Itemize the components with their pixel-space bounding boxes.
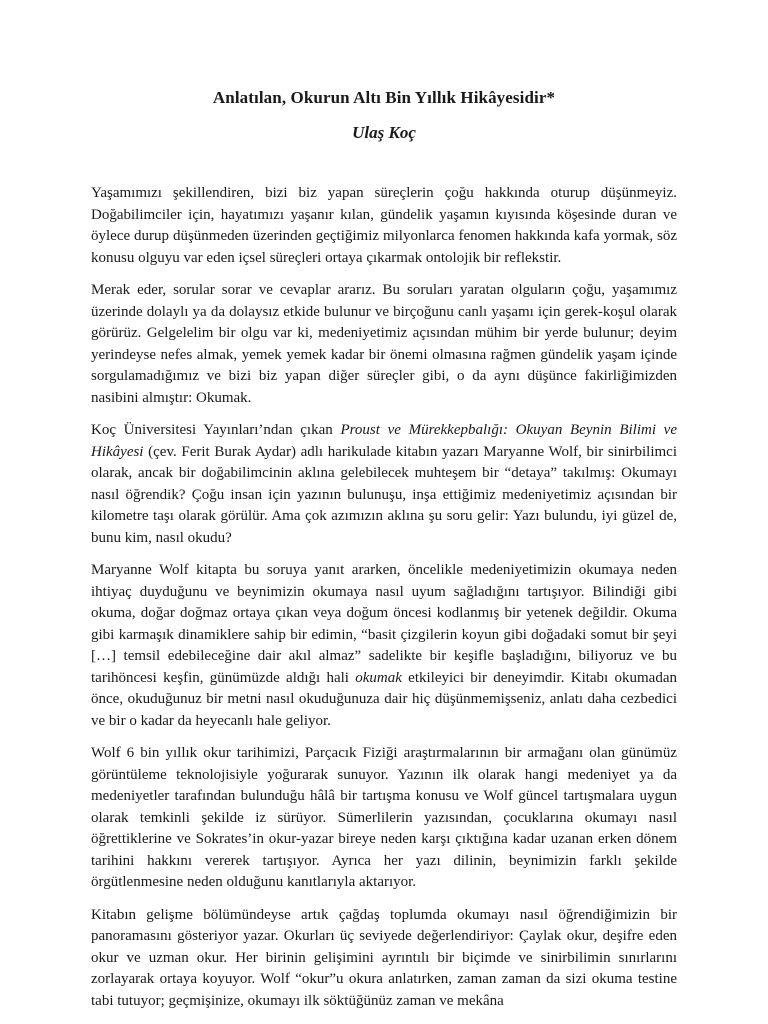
article-title: Anlatılan, Okurun Altı Bin Yıllık Hikâyesidir* xyxy=(212,88,556,107)
paragraph xyxy=(91,560,677,732)
text-run: (çev. Ferit Burak Aydar) adlı harikulade kitabın yazarı Maryanne Wolf, bir sinirbilimci olarak, ancak bir doğabilimcinin aklına gelebilecek muhteşem bir “detaya” takılmış: Okumayı nasıl öğrendik? Çoğu insan için yazının bulunuşu, inşa ettiğimiz medeniyetimiz açısından bir kilometre taşı olarak görülür. Ama çok azımızın aklına şu soru gelir: Yazı bulundu, iyi güzel de, bunu kim, nasıl okudu? xyxy=(91,443,677,546)
italic-text: okumak xyxy=(355,669,402,686)
paragraph xyxy=(91,743,677,894)
text-run: Wolf 6 bin yıllık okur tarihimizi, Parçacık Fiziği araştırmalarının bir armağanı olan günümüz görüntüleme teknolojisiyle yoğurarak sunuyor. Yazının ilk olarak hangi medeniyet ya da medeniyetler tarafından bulunduğu hâlâ bir tartışma konusu ve Wolf güncel tartışmalara uygun olarak temkinli şekilde iz sürüyor. Sümerlilerin yazısından, çocuklarına okumayı nasıl öğrettiklerine ve Sokrates’in okur-yazar bireye neden karşı çıktığına kadar uzanan erken dönem tarihini hakkını vererek tartışıyor. Ayrıca her yazı dilinin, beynimizin farklı şekilde örgütlenmesine neden olduğunu kanıtlarıyla aktarıyor. xyxy=(91,745,677,890)
paragraph xyxy=(91,280,677,409)
italic-text: Proust ve Mürekkepbalığı: Okuyan Beynin Bilimi ve Hikâyesi xyxy=(91,422,678,460)
article-author: Ulaş Koç xyxy=(352,123,416,142)
paragraph xyxy=(91,183,677,269)
paragraph xyxy=(91,420,677,549)
text-run: etkileyici bir deneyimdir. Kitabı okumadan önce, okuduğunuz bir metni nasıl okuduğunuza dair hiç düşünmemişseniz, anlatı daha cezbedici ve bir o kadar da heyecanlı hale geliyor. xyxy=(91,669,677,729)
text-run: Yaşamımızı şekillendiren, bizi biz yapan süreçlerin çoğu hakkında oturup düşünmeyiz. Doğabilimciler için, hayatımızı yaşanır kılan, gündelik yaşamın kıyısında köşesinde duran ve öylece durup düşünmeden üzerinden geçtiğimiz milyonlarca fenomen hakkında kafa yormak, söz konusu olguyu var eden içsel süreçleri ortaya çıkarmak ontolojik bir reflekstir. xyxy=(91,185,677,266)
text-run: Koç Üniversitesi Yayınları’ndan çıkan xyxy=(91,422,341,438)
text-run: Maryanne Wolf kitapta bu soruya yanıt ararken, öncelikle medeniyetimizin okumaya neden ihtiyaç duyduğunu ve beynimizin okumaya nasıl uyum sağladığını tartışıyor. Bilindiği gibi okuma, doğar doğmaz ortaya çıkan veya doğum öncesi kodlanmış bir yetenek değildir. Okuma gibi karmaşık dinamiklere sahip bir edimin, “basit çizgilerin koyun gibi doğadaki somut bir şeyi […] temsil edebileceğine dair akıl almaz” sadelikte bir keşifle başladığını, biliyoruz ve bu tarihöncesi keşfin, günümüzde aldığı hali xyxy=(91,562,677,686)
text-run: Merak eder, sorular sorar ve cevaplar ararız. Bu soruları yaratan olguların çoğu, yaşamımız üzerinde dolaylı ya da dolaysız etkide bulunur ve birçoğunu canlı yaşamı için gerek-koşul olarak görürüz. Gelgelelim bir olgu var ki, medeniyetimiz açısından mühim bir yerde bulunur; deyim yerindeyse nefes almak, yemek yemek kadar bir önemi olmasına rağmen gündelik yaşam içinde sorgulamadığımız ve bizi biz yapan diğer süreçler gibi, o da aynı düşünce fakirliğimizden nasibini almıştır: Okumak. xyxy=(91,282,677,406)
article-body xyxy=(91,183,677,1012)
paragraph xyxy=(91,905,677,1013)
text-run: Kitabın gelişme bölümündeyse artık çağdaş toplumda okumayı nasıl öğrendiğimizin bir panoramasını gösteriyor yazar. Okurları üç seviyede değerlendiriyor: Çaylak okur, deşifre eden okur ve uzman okur. Her birinin gelişimini ayrıntılı bir biçimde ve sinirbilimin sınırlarını zorlayarak ortaya koyuyor. Wolf “okur”u okura anlatırken, zaman zaman da sizi okuma testine tabi tutuyor; geçmişinize, okumayı ilk söktüğünüz zaman ve mekâna xyxy=(91,906,677,1009)
